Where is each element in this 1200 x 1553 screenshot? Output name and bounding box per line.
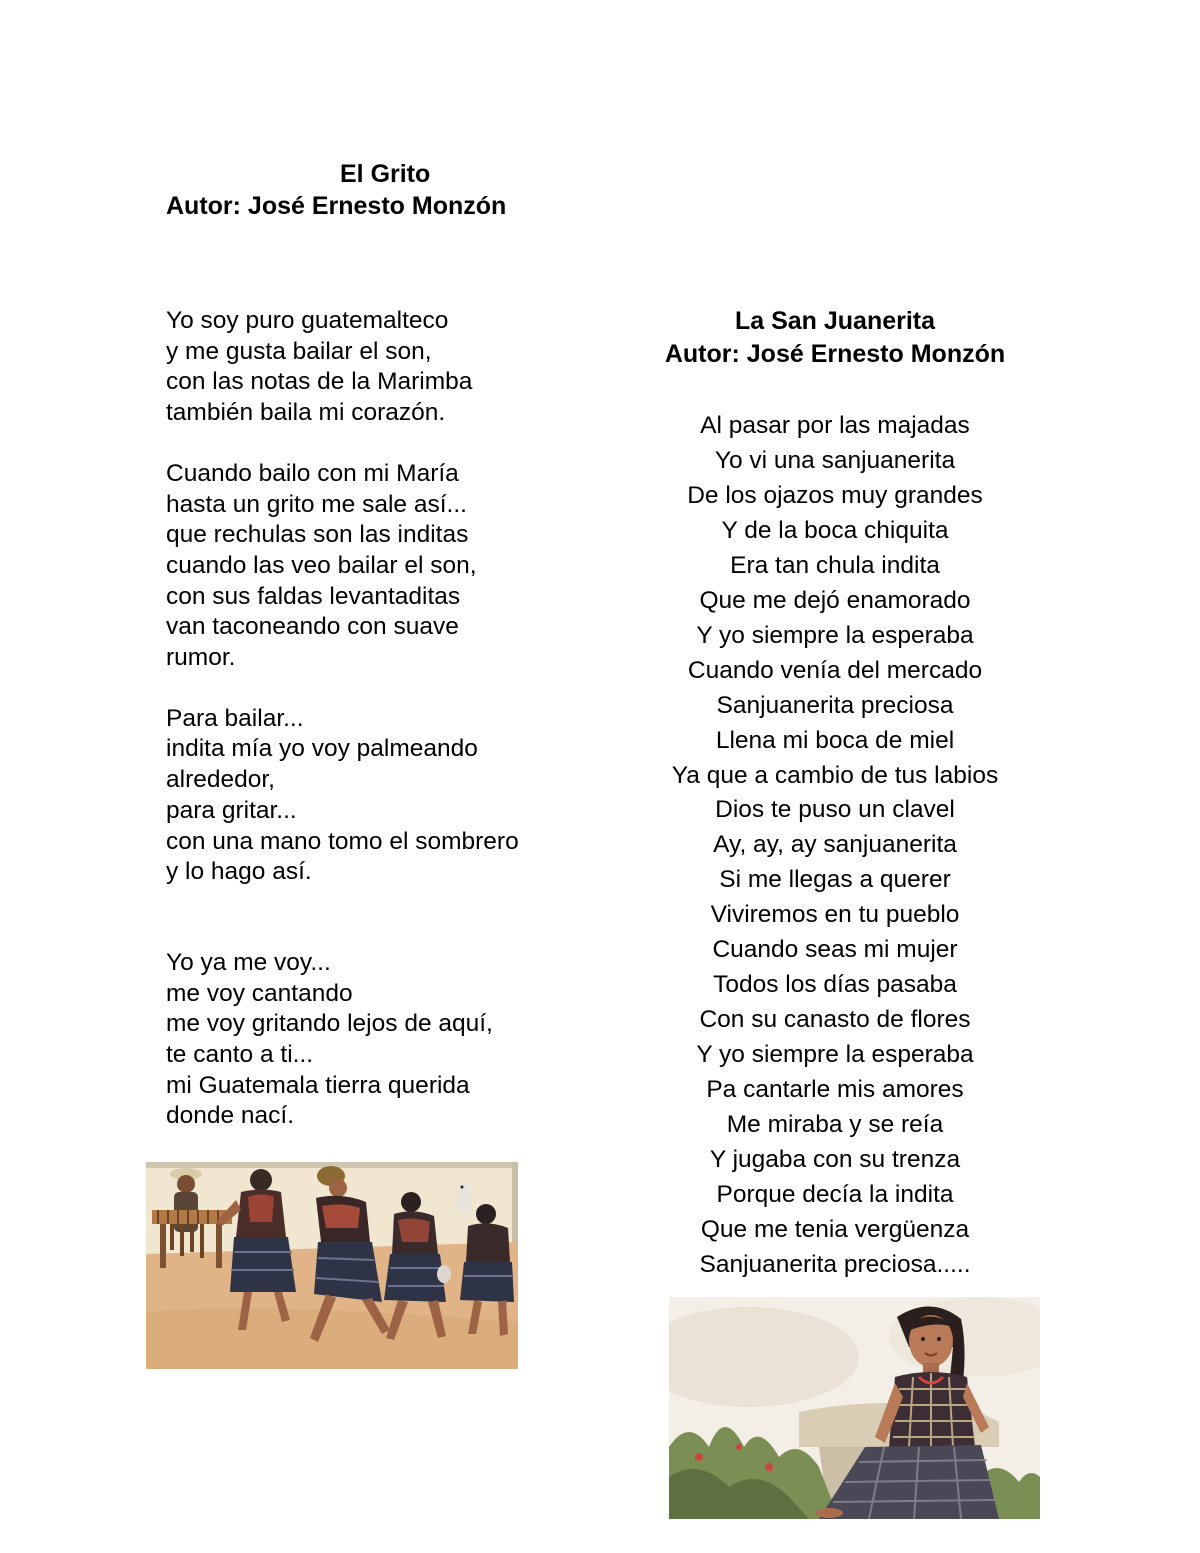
poem-line: Y jugaba con su trenza [709, 1146, 961, 1174]
left-poem-author: Autor: José Ernesto Monzón [166, 192, 507, 220]
poem-line: indita mía yo voy palmeando [166, 735, 478, 763]
poem-line: Me miraba y se reía [726, 1111, 944, 1139]
poem-line: Sanjuanerita preciosa [716, 691, 954, 719]
poem-line: Al pasar por las majadas [700, 412, 970, 439]
poem-line: Yo ya me voy... [166, 948, 331, 976]
right-poem-author: Autor: José Ernesto Monzón [664, 340, 1006, 368]
poem-line: Con su canasto de flores [699, 1006, 971, 1034]
poem-line: Cuando venía del mercado [687, 656, 983, 684]
poem-line: te canto a ti... [166, 1041, 314, 1069]
left-poem-title: El Grito [340, 160, 431, 188]
stanza-2 [166, 459, 586, 674]
poem-line: que rechulas son las inditas [166, 521, 469, 549]
poem-line: me voy gritando lejos de aquí, [166, 1010, 493, 1038]
poem-line: Yo soy puro guatemalteco [166, 307, 449, 334]
poem-line: cuando las veo bailar el son, [166, 551, 477, 579]
poem-line: Y yo siempre la esperaba [696, 1041, 974, 1069]
poem-line: con sus faldas levantaditas [166, 582, 461, 610]
stanza-3 [166, 704, 586, 888]
poem-line: De los ojazos muy grandes [687, 481, 983, 509]
poem-line: Pa cantarle mis amores [706, 1076, 964, 1104]
poem-line: Y yo siempre la esperaba [696, 621, 974, 649]
right-poem-body [630, 409, 1040, 1283]
right-poem-title: La San Juanerita [734, 307, 936, 335]
poem-line: con las notas de la Marimba [166, 368, 473, 396]
poem-line: también baila mi corazón. [166, 399, 446, 427]
poem-line: Para bailar... [166, 704, 304, 732]
right-poem [630, 305, 1040, 1283]
stanza-4 [166, 948, 586, 1132]
stanza-1 [166, 306, 586, 429]
poem-line: Ay, ay, ay sanjuanerita [713, 831, 957, 859]
poem-line: y me gusta bailar el son, [166, 337, 432, 365]
sanjuanerita-illustration [669, 1297, 1040, 1519]
poem-line: van taconeando con suave [166, 613, 459, 641]
poem-line: me voy cantando [166, 979, 353, 1007]
poem-line: Y de la boca chiquita [721, 516, 949, 544]
poem-line: Viviremos en tu pueblo [710, 901, 960, 929]
poem-line: para gritar... [166, 796, 297, 824]
poem-line: donde nací. [166, 1102, 295, 1130]
poem-line: alrededor, [166, 766, 275, 794]
dancers-illustration [146, 1162, 518, 1369]
poem-line: hasta un grito me sale así... [166, 490, 467, 518]
poem-line: Ya que a cambio de tus labios [671, 761, 999, 789]
poem-line: mi Guatemala tierra querida [166, 1071, 470, 1099]
poem-line: Cuando bailo con mi María [166, 459, 459, 487]
poem-line: Porque decía la indita [716, 1180, 954, 1208]
poem-line: Era tan chula indita [730, 551, 940, 579]
poem-line: rumor. [166, 644, 236, 672]
poem-line: Si me llegas a querer [719, 866, 951, 894]
poem-line: Sanjuanerita preciosa..... [699, 1250, 971, 1278]
poem-line: y lo hago así. [166, 858, 312, 886]
poem-line: Cuando seas mi mujer [712, 936, 958, 964]
poem-line: con una mano tomo el sombrero [166, 827, 519, 855]
poem-line: Yo vi una sanjuanerita [714, 446, 956, 474]
poem-line: Dios te puso un clavel [715, 796, 955, 824]
left-poem-body [166, 306, 586, 1132]
poem-line: Que me tenia vergüenza [700, 1215, 970, 1243]
poem-line: Que me dejó enamorado [699, 586, 971, 614]
poem-line: Todos los días pasaba [713, 971, 957, 999]
poem-line: Llena mi boca de miel [715, 726, 955, 754]
